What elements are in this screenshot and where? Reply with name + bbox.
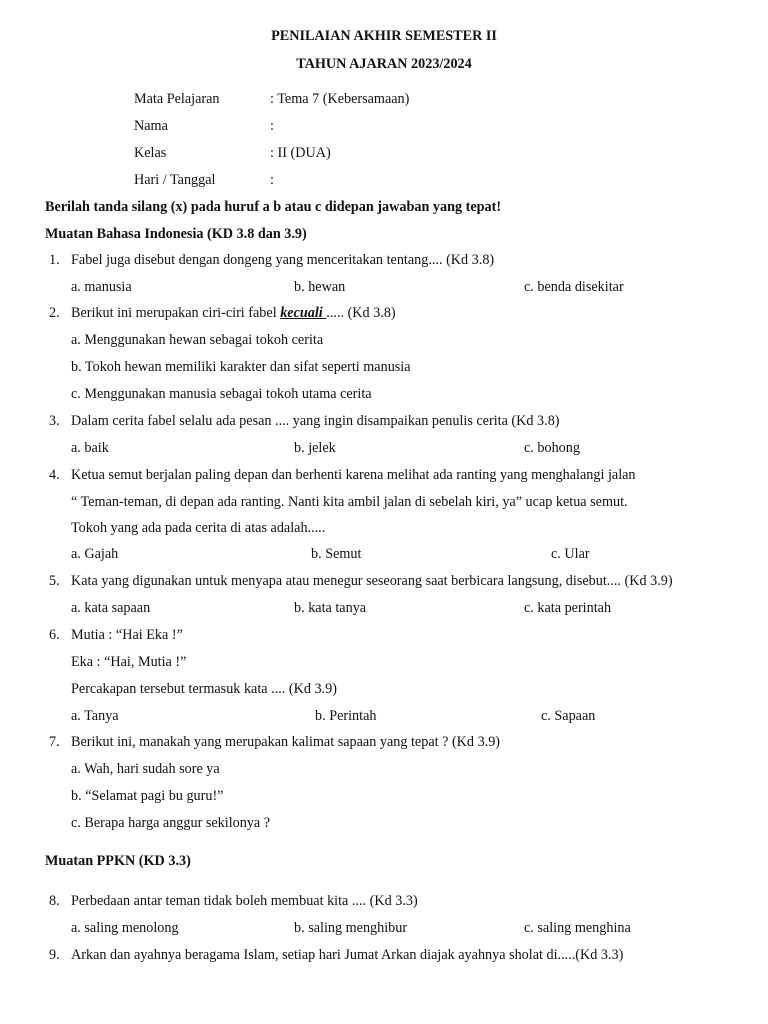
question-4-option-b[interactable]: b. Semut — [311, 546, 362, 562]
question-3-option-a[interactable]: a. baik — [71, 440, 109, 456]
question-1-option-a[interactable]: a. manusia — [71, 279, 132, 295]
question-2-text-after: ..... (Kd 3.8) — [326, 305, 396, 321]
question-3-number: 3. — [49, 413, 60, 429]
question-6-option-c[interactable]: c. Sapaan — [541, 708, 596, 724]
question-6-option-b[interactable]: b. Perintah — [315, 708, 377, 724]
question-2-emphasis: kecuali — [280, 305, 327, 321]
question-4-option-c[interactable]: c. Ular — [551, 546, 590, 562]
question-5-text: Kata yang digunakan untuk menyapa atau menegur seseorang saat berbicara langsung, disebut.... (Kd 3.9) — [71, 573, 673, 589]
question-3-option-b[interactable]: b. jelek — [294, 440, 336, 456]
question-2-number: 2. — [49, 305, 60, 321]
question-6-option-a[interactable]: a. Tanya — [71, 708, 119, 724]
question-1-option-b[interactable]: b. hewan — [294, 279, 346, 295]
info-value-class: : II (DUA) — [270, 145, 331, 161]
question-2-option-a[interactable]: a. Menggunakan hewan sebagai tokoh cerita — [71, 332, 324, 348]
question-8-text: Perbedaan antar teman tidak boleh membuat kita .... (Kd 3.3) — [71, 893, 418, 909]
question-8-option-a[interactable]: a. saling menolong — [71, 920, 179, 936]
question-7-option-b[interactable]: b. “Selamat pagi bu guru!” — [71, 788, 224, 804]
academic-year: TAHUN AJARAN 2023/2024 — [296, 56, 472, 72]
question-5-option-c[interactable]: c. kata perintah — [524, 600, 612, 616]
question-4-option-a[interactable]: a. Gajah — [71, 546, 119, 562]
question-6-dialog-eka: Eka : “Hai, Mutia !” — [71, 654, 187, 670]
info-label-class: Kelas — [134, 145, 167, 161]
question-7-text: Berikut ini, manakah yang merupakan kalimat sapaan yang tepat ? (Kd 3.9) — [71, 734, 501, 750]
question-6-text: Percakapan tersebut termasuk kata .... (Kd 3.9) — [71, 681, 337, 697]
question-4-number: 4. — [49, 467, 60, 483]
section-heading-bahasa: Muatan Bahasa Indonesia (KD 3.8 dan 3.9) — [45, 226, 307, 242]
question-4-text-line-3: Tokoh yang ada pada cerita di atas adalah..... — [71, 520, 326, 536]
question-8-number: 8. — [49, 893, 60, 909]
question-8-option-c[interactable]: c. saling menghina — [524, 920, 631, 936]
question-8-option-b[interactable]: b. saling menghibur — [294, 920, 408, 936]
question-6-number: 6. — [49, 627, 60, 643]
info-value-name: : — [270, 118, 274, 134]
info-value-subject: : Tema 7 (Kebersamaan) — [270, 91, 410, 107]
info-label-subject: Mata Pelajaran — [134, 91, 220, 107]
question-4-text-line-2: “ Teman-teman, di depan ada ranting. Nanti kita ambil jalan di sebelah kiri, ya” ucap ketua semut. — [71, 494, 628, 510]
question-7-option-c[interactable]: c. Berapa harga anggur sekilonya ? — [71, 815, 271, 831]
question-2-option-c[interactable]: c. Menggunakan manusia sebagai tokoh utama cerita — [71, 386, 372, 402]
info-value-date: : — [270, 172, 274, 188]
question-7-option-a[interactable]: a. Wah, hari sudah sore ya — [71, 761, 220, 777]
section-heading-ppkn: Muatan PPKN (KD 3.3) — [45, 853, 191, 869]
question-2-option-b[interactable]: b. Tokoh hewan memiliki karakter dan sifat seperti manusia — [71, 359, 411, 375]
instruction: Berilah tanda silang (x) pada huruf a b atau c didepan jawaban yang tepat! — [45, 199, 502, 215]
question-1-number: 1. — [49, 252, 60, 268]
question-4-text-line-1: Ketua semut berjalan paling depan dan berhenti karena melihat ada ranting yang menghalangi jalan — [71, 467, 636, 483]
question-3-option-c[interactable]: c. bohong — [524, 440, 580, 456]
question-6-dialog-mutia: Mutia : “Hai Eka !” — [71, 627, 183, 643]
question-9-text: Arkan dan ayahnya beragama Islam, setiap hari Jumat Arkan diajak ayahnya sholat di.....(Kd 3.3) — [71, 947, 624, 963]
exam-title: PENILAIAN AKHIR SEMESTER II — [271, 28, 497, 44]
info-label-date: Hari / Tanggal — [134, 172, 216, 188]
question-1-option-c[interactable]: c. benda disekitar — [524, 279, 624, 295]
question-3-text: Dalam cerita fabel selalu ada pesan .... yang ingin disampaikan penulis cerita (Kd 3.8) — [71, 413, 560, 429]
question-7-number: 7. — [49, 734, 60, 750]
question-5-option-b[interactable]: b. kata tanya — [294, 600, 367, 616]
info-label-name: Nama — [134, 118, 168, 134]
question-1-text: Fabel juga disebut dengan dongeng yang menceritakan tentang.... (Kd 3.8) — [71, 252, 495, 268]
question-2-text-before: Berikut ini merupakan ciri-ciri fabel — [71, 305, 281, 321]
question-5-option-a[interactable]: a. kata sapaan — [71, 600, 151, 616]
question-5-number: 5. — [49, 573, 60, 589]
question-2-text — [71, 306, 396, 320]
question-9-number: 9. — [49, 947, 60, 963]
